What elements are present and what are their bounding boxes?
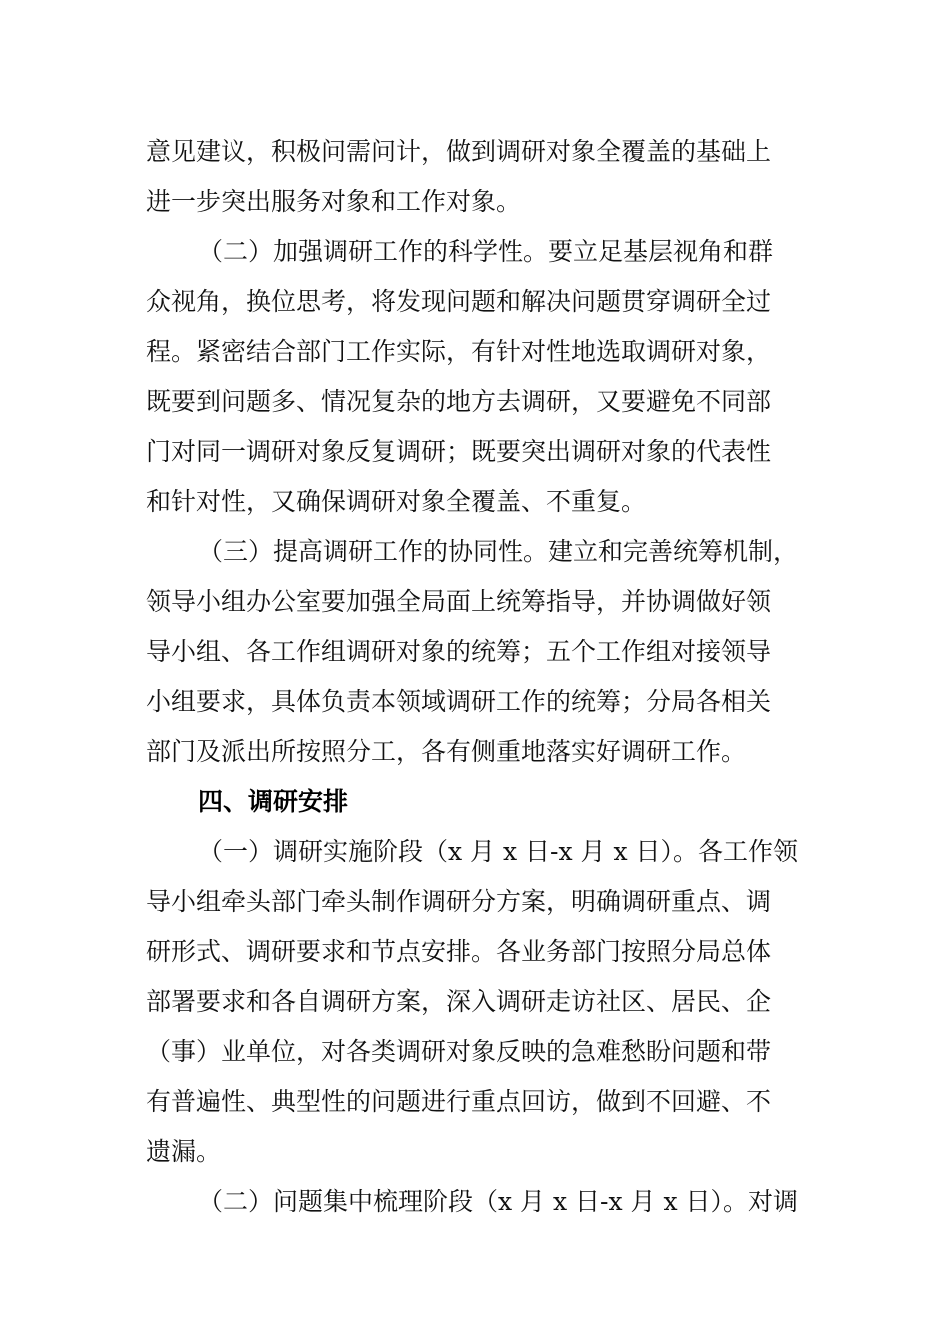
text-line: 部门及派出所按照分工，各有侧重地落实好调研工作。 <box>146 737 747 766</box>
text-line: 门对同一调研对象反复调研；既要突出调研对象的代表性 <box>146 437 772 466</box>
paragraph-first-line: （二）加强调研工作的科学性。要立足基层视角和群 <box>198 237 774 266</box>
paragraph-first-line: （二）问题集中梳理阶段（x 月 x 日-x 月 x 日）。对调 <box>198 1187 799 1216</box>
text-line: 既要到问题多、情况复杂的地方去调研，又要避免不同部 <box>146 387 772 416</box>
text-line: 导小组、各工作组调研对象的统筹；五个工作组对接领导 <box>146 637 772 666</box>
text-line: 小组要求，具体负责本领域调研工作的统筹；分局各相关 <box>146 687 772 716</box>
paragraph-first-line: （一）调研实施阶段（x 月 x 日-x 月 x 日）。各工作领 <box>198 837 799 866</box>
text-line: 和针对性，又确保调研对象全覆盖、不重复。 <box>146 487 647 516</box>
text-line: 研形式、调研要求和节点安排。各业务部门按照分局总体 <box>146 937 772 966</box>
text-line: 领导小组办公室要加强全局面上统筹指导，并协调做好领 <box>146 587 772 616</box>
text-line: 进一步突出服务对象和工作对象。 <box>146 187 522 216</box>
text-line: （事）业单位，对各类调研对象反映的急难愁盼问题和带 <box>146 1037 772 1066</box>
text-line: 程。紧密结合部门工作实际，有针对性地选取调研对象， <box>146 337 772 366</box>
text-line: 部署要求和各自调研方案，深入调研走访社区、居民、企 <box>146 987 772 1016</box>
text-line: 导小组牵头部门牵头制作调研分方案，明确调研重点、调 <box>146 887 772 916</box>
text-line: 有普遍性、典型性的问题进行重点回访，做到不回避、不 <box>146 1087 772 1116</box>
text-line: 意见建议，积极问需问计，做到调研对象全覆盖的基础上 <box>146 137 772 166</box>
text-line: 众视角，换位思考，将发现问题和解决问题贯穿调研全过 <box>146 287 772 316</box>
text-line: 遗漏。 <box>146 1137 222 1166</box>
section-heading: 四、调研安排 <box>198 787 349 816</box>
paragraph-first-line: （三）提高调研工作的协同性。建立和完善统筹机制， <box>198 537 799 566</box>
